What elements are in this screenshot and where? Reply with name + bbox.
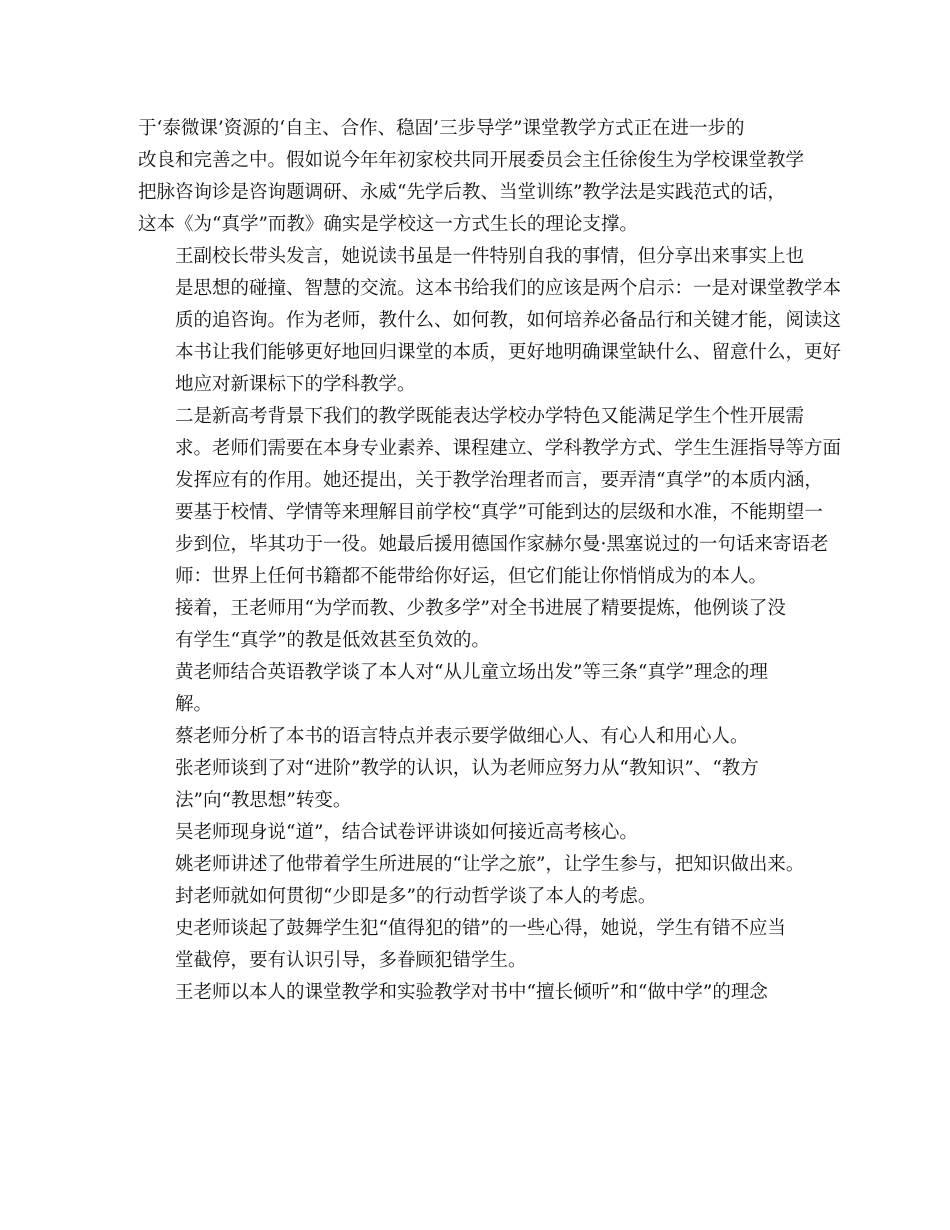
- paragraph: [138, 657, 818, 721]
- paragraph: [138, 401, 842, 593]
- text-line: 于‘泰微课’资源的‘自主、合作、稳固’三步导学”课堂教学方式正在进一步的: [138, 118, 745, 139]
- text-line: 发挥应有的作用。她还提出，关于教学治理者而言，要弄清“真学”的本质内涵，: [175, 470, 823, 491]
- text-line: 这本《为“真学”而教》确实是学校这一方式生长的理论支撑。: [138, 214, 638, 235]
- paragraph: [138, 817, 818, 849]
- paragraph: [138, 721, 818, 753]
- paragraph: [138, 753, 818, 817]
- text-line: 王副校长带头发言，她说读书虽是一件特别自我的事情，但分享出来事实上也: [175, 246, 805, 267]
- paragraph: [138, 913, 818, 977]
- text-line: 二是新高考背景下我们的教学既能表达学校办学特色又能满足学生个性开展需: [175, 406, 805, 427]
- text-line: 封老师就如何贯彻“少即是多”的行动哲学谈了本人的考虑。: [175, 886, 657, 907]
- text-line: 吴老师现身说“道”，结合试卷评讲谈如何接近高考核心。: [175, 822, 638, 843]
- text-line: 王老师以本人的课堂教学和实验教学对书中“擅长倾听”和“做中学”的理念: [175, 982, 768, 1003]
- text-line: 姚老师讲述了他带着学生所进展的“让学之旅”，让学生参与，把知识做出来。: [175, 854, 805, 875]
- text-line: 张老师谈到了对“进阶”教学的认识，认为老师应努力从“教知识”、“教方: [175, 758, 759, 779]
- text-line: 接着，王老师用“为学而教、少教多学”对全书进展了精要提炼，他例谈了没: [175, 598, 786, 619]
- text-line: 求。老师们需要在本身专业素养、课程建立、学科教学方式、学生生涯指导等方面: [175, 438, 842, 459]
- paragraph: [138, 593, 818, 657]
- text-line: 法”向“教思想”转变。: [175, 790, 352, 811]
- text-line: 把脉咨询诊是咨询题调研、永威“先学后教、当堂训练”教学法是实践范式的话，: [138, 182, 786, 203]
- text-line: 师：世界上任何书籍都不能带给你好运，但它们能让你悄悄成为的本人。: [175, 566, 768, 587]
- text-line: 是思想的碰撞、智慧的交流。这本书给我们的应该是两个启示：一是对课堂教学本: [175, 278, 842, 299]
- text-line: 有学生“真学”的教是低效甚至负效的。: [175, 630, 490, 651]
- document-body: [138, 113, 842, 1009]
- text-line: 改良和完善之中。假如说今年年初家校共同开展委员会主任徐俊生为学校课堂教学: [138, 150, 805, 171]
- paragraph: [138, 241, 842, 401]
- paragraph: [138, 849, 818, 881]
- text-line: 步到位，毕其功于一役。她最后援用德国作家赫尔曼·黑塞说过的一句话来寄语老: [175, 534, 829, 555]
- text-line: 蔡老师分析了本书的语言特点并表示要学做细心人、有心人和用心人。: [175, 726, 749, 747]
- paragraph: [138, 977, 818, 1009]
- text-line: 质的追咨询。作为老师，教什么、如何教，如何培养必备品行和关键才能，阅读这: [175, 310, 842, 331]
- text-line: 本书让我们能够更好地回归课堂的本质，更好地明确课堂缺什么、留意什么，更好: [175, 342, 842, 363]
- text-line: 史老师谈起了鼓舞学生犯“值得犯的错”的一些心得，她说，学生有错不应当: [175, 918, 786, 939]
- paragraph: [138, 881, 818, 913]
- paragraph: [138, 113, 818, 241]
- text-line: 黄老师结合英语教学谈了本人对“从儿童立场出发”等三条“真学”理念的理: [175, 662, 768, 683]
- text-line: 地应对新课标下的学科教学。: [175, 374, 416, 395]
- text-line: 解。: [175, 694, 213, 715]
- text-line: 要基于校情、学情等来理解目前学校“真学”可能到达的层级和水准，不能期望一: [175, 502, 823, 523]
- text-line: 堂截停，要有认识引导，多眷顾犯错学生。: [175, 950, 527, 971]
